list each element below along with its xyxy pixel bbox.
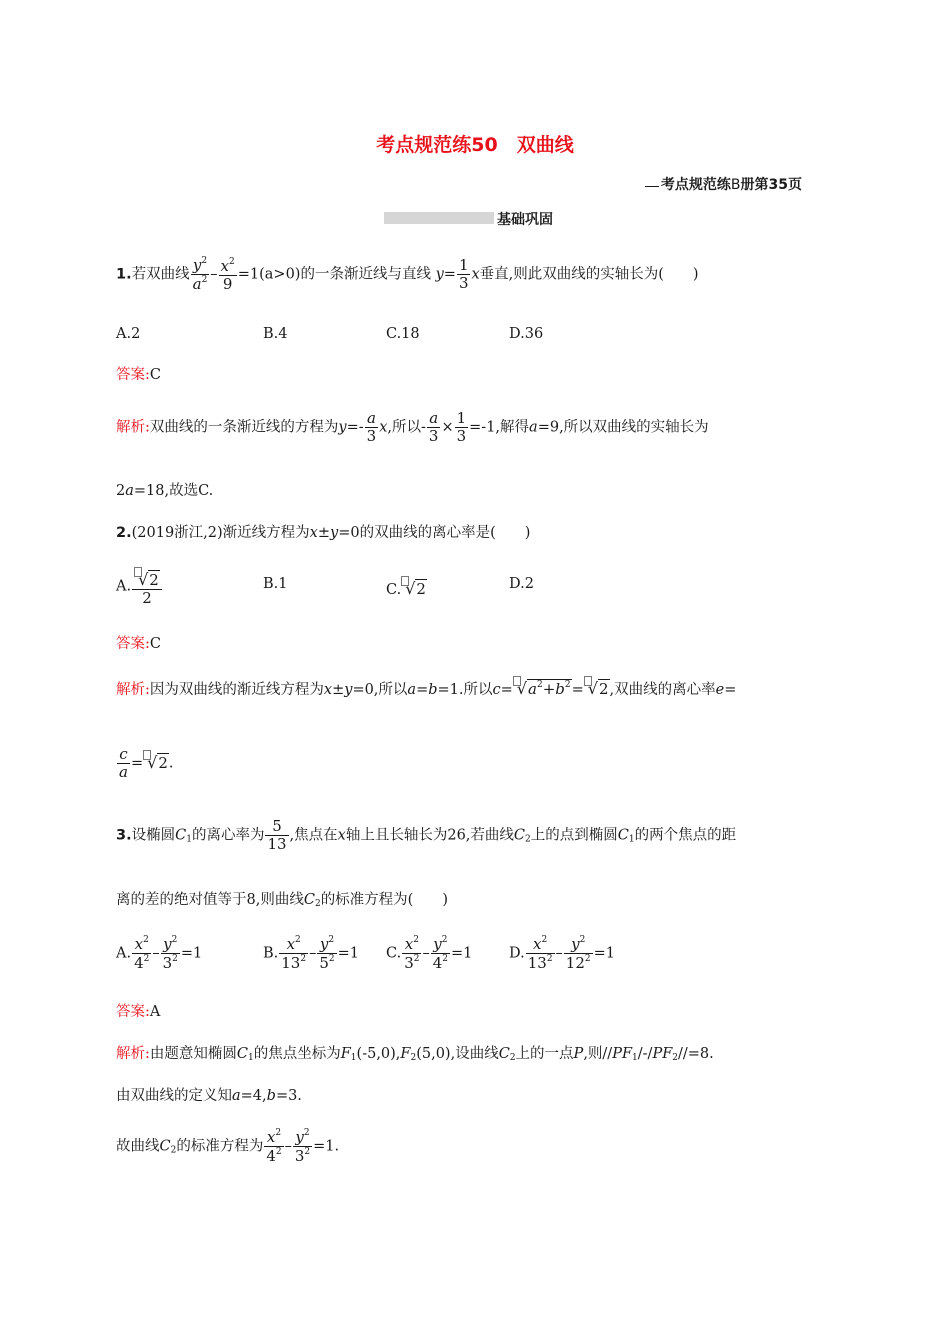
q3-option-a: A. $\frac{x^2}{4^2}$ – $\frac{y^2}{3^2}$ =1 (116, 935, 203, 972)
q2-option-a: A. $\frac{√2}{2}$ (116, 566, 163, 607)
q2-solution: 解析:因为双曲线的渐近线方程为x±y=0,所以a=b=1.所以$c= √a^2+b^2= √2$,双曲线的离心率e= (116, 676, 736, 698)
q3-solution: 解析:由题意知椭圆$C_1$的焦点坐标为$F_1(-5,0),F_2(5,0)$,设曲线$C_2$上的一点P,则$//PF_1/-/PF_2//=8$. (116, 1046, 714, 1063)
question-3: 3.设椭圆$C_1$的离心率为 $\frac{5}{13}$ ,焦点在x轴上且长轴长为26,若曲线$C_2$上的点到椭圆$C_1$的两个焦点的距 (116, 817, 737, 853)
q1-option-c: C.18 (386, 326, 420, 342)
q3-solution-line3: 故曲线$C_2$的标准方程为 $\frac{x^2}{4^2}$ – $\frac{y^2}{3^2}$ =1. (116, 1128, 340, 1165)
q2-option-b: B.1 (263, 576, 288, 592)
q1-answer: 答案:C (116, 367, 161, 383)
q3-option-b: B. $\frac{x^2}{13^2}$ – $\frac{y^2}{5^2}$ =1 (263, 935, 359, 972)
q2-option-c: C. √2 (386, 576, 427, 598)
q3-solution-line2: 由双曲线的定义知a=4,b=3. (116, 1088, 302, 1104)
q1-solution: 解析:双曲线的一条渐近线的方程为y=- $\frac{a}{3}$ x,所以- $\frac{a}{3}$ × $\frac{1}{3}$ =-1,解得a=9,所以双曲线的实轴长为 (116, 409, 709, 445)
q3-option-d: D. $\frac{x^2}{13^2}$ – $\frac{y^2}{12^2}$ =1 (509, 935, 615, 972)
q2-solution-cont: $\frac{c}{a}$ = √2. (119, 745, 174, 781)
section-bar (384, 212, 494, 224)
q1-option-d: D.36 (509, 326, 544, 342)
book-reference: 考点规范练B册第35页 (645, 174, 802, 194)
q1-solution-cont: 2a=18,故选C. (116, 483, 214, 499)
question-1: 1.若双曲线 $\frac{y^2}{a^2}$ – $\frac{x^2}{9}$ =1(a>0)的一条渐近线与直线 y= $\frac{1}{3}$ x垂直,则此双曲线的实轴长为( ) (116, 256, 699, 293)
question-3-cont: 离的差的绝对值等于8,则曲线$C_2$的标准方程为( ) (116, 892, 449, 909)
section-heading: 基础巩固 (497, 212, 553, 228)
q3-answer: 答案:A (116, 1004, 161, 1020)
q2-option-d: D.2 (509, 576, 534, 592)
q3-option-c: C. $\frac{x^2}{3^2}$ – $\frac{y^2}{4^2}$ =1 (386, 935, 473, 972)
q1-option-b: B.4 (263, 326, 288, 342)
page-title: 考点规范练50 双曲线 (376, 134, 574, 156)
question-2: 2.(2019浙江,2)渐近线方程为x±y=0的双曲线的离心率是( ) (116, 525, 531, 541)
q2-answer: 答案:C (116, 636, 161, 652)
q1-option-a: A.2 (116, 326, 141, 342)
